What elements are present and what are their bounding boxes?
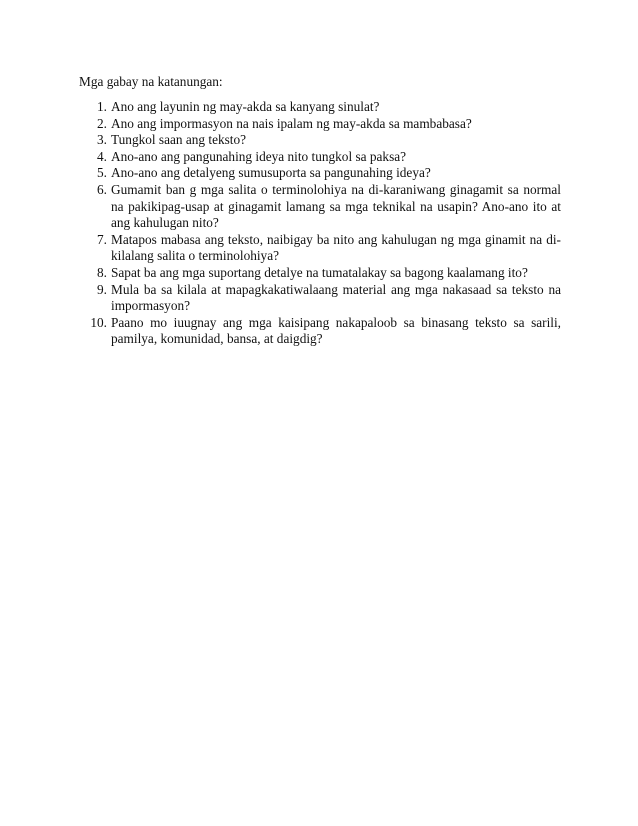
question-text: Gumamit ban g mga salita o terminolohiya na di-karaniwang ginagamit sa normal na pakikipag-usap at ginagamit lamang sa mga teknikal na usapin? Ano-ano ito at ang kahulugan nito? — [111, 181, 561, 231]
question-text: Ano ang layunin ng may-akda sa kanyang sinulat? — [111, 99, 380, 114]
list-item — [79, 132, 561, 149]
question-list — [79, 99, 561, 348]
list-item — [79, 282, 561, 315]
list-number: 8. — [97, 264, 107, 280]
question-text: Ano-ano ang pangunahing ideya nito tungkol sa paksa? — [111, 148, 407, 164]
list-item — [79, 149, 561, 166]
list-number: 5. — [97, 165, 107, 181]
list-item — [79, 182, 561, 232]
question-text: Paano mo iuugnay ang mga kaisipang nakapaloob sa binasang teksto sa sarili, pamilya, komunidad, bansa, at daigdig? — [111, 314, 561, 347]
list-number: 6. — [97, 181, 107, 197]
question-text: Ano-ano ang detalyeng sumusuporta sa pangunahing ideya? — [111, 165, 431, 181]
question-text: Sapat ba ang mga suportang detalye na tumatalakay sa bagong kaalamang ito? — [111, 264, 528, 280]
list-item — [79, 116, 561, 133]
list-number: 1. — [97, 99, 107, 114]
list-item — [79, 99, 561, 116]
question-text: Matapos mabasa ang teksto, naibigay ba nito ang kahulugan ng mga ginamit na di-kilalang salita o terminolohiya? — [111, 231, 561, 264]
list-item — [79, 232, 561, 265]
list-item — [79, 265, 561, 282]
question-text: Mula ba sa kilala at mapagkakatiwalaang material ang mga nakasaad sa teksto na impormasyon? — [111, 281, 561, 314]
list-number: 9. — [97, 281, 107, 297]
list-number: 10. — [90, 314, 107, 330]
list-item — [79, 165, 561, 182]
section-heading: Mga gabay na katanungan: — [79, 74, 223, 89]
question-text: Ano ang impormasyon na nais ipalam ng may-akda sa mambabasa? — [111, 115, 472, 131]
list-number: 2. — [97, 115, 107, 131]
list-item — [79, 315, 561, 348]
list-number: 7. — [97, 231, 107, 247]
question-text: Tungkol saan ang teksto? — [111, 132, 247, 148]
list-number: 4. — [97, 148, 107, 164]
list-number: 3. — [97, 132, 107, 148]
